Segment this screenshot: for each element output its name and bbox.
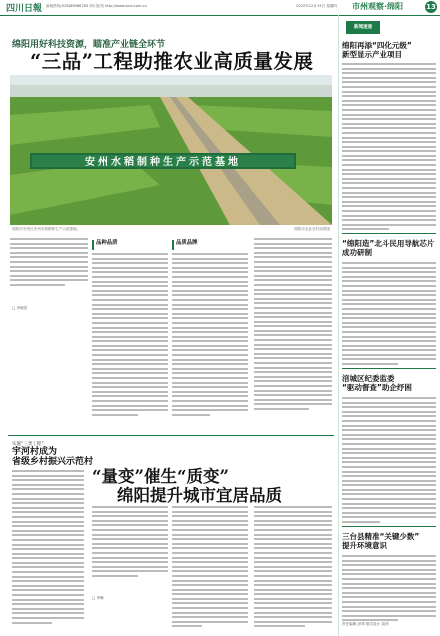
brief-body-1 [342,63,436,233]
photo-credit: 绵阳市农业农村局供图 [294,227,330,231]
newspaper-logo: 四川日報 [6,4,43,14]
bottom-kicker: “量变”催生“质变” [92,467,229,486]
brief-body-3 [342,397,436,526]
lead-photo [10,75,332,225]
contact-info: 新闻热线(028)86968763 四川在线 http://www.scol.com.cn [46,4,147,8]
lead-intro [10,238,88,304]
page-footer: 责任编辑 彭靖 版式设计 周萍 [342,622,389,626]
bottom-intro [92,506,168,580]
bottom-headline: 绵阳提升城市宜居品质 [117,486,282,505]
lead-subhead-1: 品种品质 [96,240,118,246]
bottom-column-3 [254,506,332,630]
brief-divider-3 [342,526,436,527]
bottom-column-2 [172,506,248,630]
brief-body-2 [342,262,436,368]
story-divider [8,435,334,436]
lead-subhead-2: 品质品牌 [176,240,198,246]
photo-caption: 绵阳市安州区安州水稻制种生产示范基地。 [12,227,81,231]
brief-divider-2 [342,368,436,369]
side-story-body [12,470,84,626]
side-story-label: 实施“三类工程” [12,442,44,447]
side-story-title: 宇河村成为 省级乡村振兴示范村 [12,447,94,467]
lead-column-3 [254,238,332,413]
brief-title-3: 涪城区纪委监委 “驱动督查”助企纾困 [342,374,412,392]
lead-kicker: 绵阳用好科技资源，瞄准产业链全环节 [12,40,166,50]
masthead [0,0,440,16]
brief-title-2: “绵阳造”北斗民用导航芯片 成功研制 [342,239,435,257]
brief-divider-1 [342,233,436,234]
lead-headline: “三品”工程助推农业高质量发展 [30,50,314,73]
lead-author: □ 李晓星 [12,306,28,310]
photo-sign: 安州水稻制种生产示范基地 [85,157,241,168]
section-title: 市州观察·绵阳 [352,2,404,11]
bottom-author: □ 李琳 [92,596,104,600]
brief-title-4: 三台县精准“关键少数” 提升环境意识 [342,532,420,550]
brief-body-4 [342,555,436,624]
brief-title-1: 绵阳再添“四化元级” 新型显示产业项目 [342,41,412,59]
issue-date: 2022年12月15日 星期四 [296,4,337,8]
lead-column-1 [92,238,168,418]
briefs-banner: 新闻速递 [346,21,380,34]
page-number: 13 [426,3,436,11]
lead-column-2 [172,238,248,418]
